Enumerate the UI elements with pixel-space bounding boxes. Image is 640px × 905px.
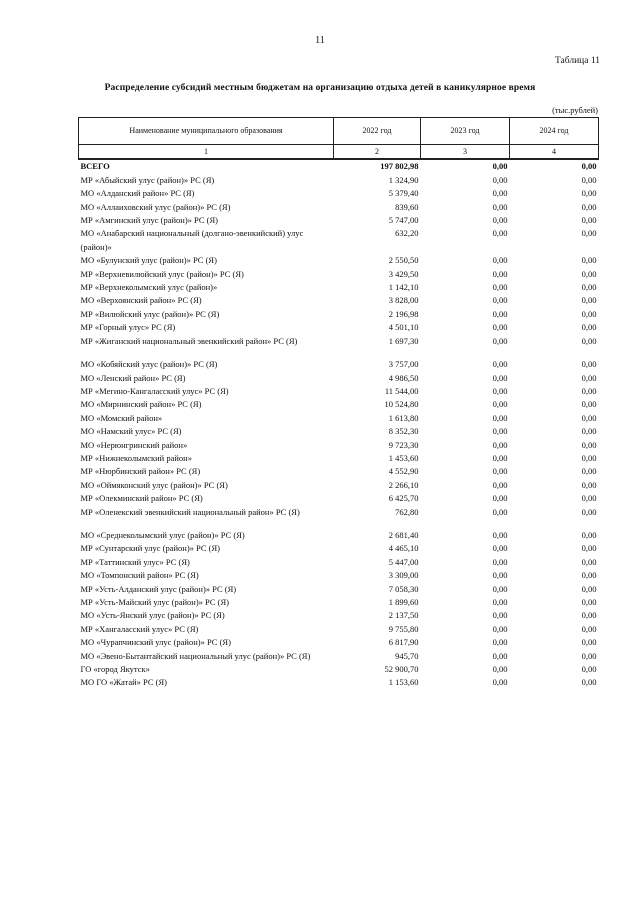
- municipality-name: МО «Булунский улус (район)» РС (Я): [80, 255, 217, 266]
- document-title: Распределение субсидий местным бюджетам на организацию отдыха детей в каникулярное время: [104, 83, 536, 93]
- value-2022: 52 900,70: [384, 664, 419, 675]
- value-2022: 9 755,80: [388, 623, 419, 634]
- value-2024: 0,00: [581, 188, 597, 199]
- value-2023: 0,00: [492, 188, 508, 199]
- value-2023: 0,00: [492, 543, 508, 554]
- table-row: [79, 492, 599, 505]
- value-2022: 7 058,30: [388, 583, 419, 594]
- municipality-name: МР «Мегино-Кангаласский улус» РС (Я): [80, 385, 229, 396]
- value-2022: 1 899,60: [388, 597, 419, 607]
- table-row: [79, 358, 599, 371]
- total-label: ВСЕГО: [80, 161, 110, 172]
- value-2024: 0,00: [581, 228, 597, 239]
- value-2023: 0,00: [492, 637, 508, 648]
- value-2022: 3 757,00: [388, 359, 419, 370]
- municipality-name: МО ГО «Жатай» РС (Я): [80, 677, 167, 688]
- value-2022: 762,80: [395, 506, 419, 517]
- value-2022: 839,60: [395, 201, 419, 212]
- table-row: [79, 452, 599, 465]
- table-row: [79, 385, 599, 398]
- value-2023: 0,00: [492, 335, 508, 346]
- table-row: [79, 268, 599, 281]
- table-row: [79, 425, 599, 438]
- column-number: 3: [421, 145, 510, 160]
- table-row: [79, 556, 599, 569]
- value-2023: 0,00: [492, 664, 508, 675]
- column-number: 4: [510, 145, 599, 160]
- group-spacer: [79, 519, 599, 529]
- municipality-name: МР «Нюрбинский район» РС (Я): [80, 466, 201, 477]
- value-2022: 2 681,40: [388, 529, 419, 540]
- value-2024: 0,00: [581, 322, 597, 333]
- value-2023: 0,00: [492, 597, 508, 607]
- table-row: [79, 609, 599, 622]
- municipality-name: МР «Верхневилюйский улус (район)» РС (Я): [80, 268, 244, 279]
- value-2024: 0,00: [581, 372, 597, 383]
- municipality-name: МО «Оймяконский улус (район)» РС (Я): [80, 479, 228, 490]
- value-2022: 11 544,00: [384, 385, 419, 396]
- table-row: [79, 398, 599, 411]
- table-row: [79, 529, 599, 542]
- table-row: [79, 335, 599, 348]
- table-row: [79, 650, 599, 663]
- value-2023: 0,00: [492, 385, 508, 396]
- value-2022: 9 723,30: [388, 439, 419, 450]
- table-row: [79, 308, 599, 321]
- municipality-name: МО «Верхоянский район» РС (Я): [80, 295, 202, 306]
- header-2022: 2022 год: [334, 118, 421, 145]
- value-2022: 4 465,10: [388, 543, 419, 554]
- value-2022: 2 550,50: [388, 255, 419, 266]
- total-row: [79, 159, 599, 173]
- municipality-name: МР «Нижнеколымский район»: [80, 452, 192, 463]
- value-2024: 0,00: [581, 506, 597, 517]
- value-2022: 1 324,90: [388, 174, 419, 185]
- municipality-name: МР «Амгинский улус (район)» РС (Я): [80, 215, 219, 226]
- municipality-name: МР «Хангаласский улус» РС (Я): [80, 623, 199, 634]
- table-row: [79, 583, 599, 596]
- table-row: [79, 412, 599, 425]
- value-2022: 945,70: [395, 650, 419, 661]
- municipality-name: МО «Усть-Янский улус (район)» РС (Я): [80, 610, 225, 621]
- value-2022: 4 501,10: [388, 322, 419, 333]
- value-2024: 0,00: [581, 452, 597, 463]
- table-row: [79, 676, 599, 689]
- value-2024: 0,00: [581, 399, 597, 410]
- municipality-name: МО «Среднеколымский улус (район)» РС (Я): [80, 529, 245, 540]
- value-2022: 2 266,10: [388, 479, 419, 490]
- header-municipality: Наименование муниципального образования: [79, 118, 334, 145]
- value-2023: 0,00: [492, 228, 508, 239]
- value-2023: 0,00: [492, 650, 508, 661]
- table-row: [79, 623, 599, 636]
- value-2022: 10 524,80: [384, 399, 419, 410]
- table-row: [79, 214, 599, 227]
- total-2024: 0,00: [581, 161, 597, 172]
- value-2022: 8 352,30: [388, 426, 419, 437]
- value-2023: 0,00: [492, 493, 508, 504]
- total-2022: 197 802,98: [380, 161, 419, 172]
- value-2023: 0,00: [492, 201, 508, 212]
- table-row: [79, 227, 599, 254]
- municipality-name: МР «Сунтарский улус (район)» РС (Я): [80, 543, 221, 554]
- table-row: [79, 439, 599, 452]
- municipality-name: МР «Верхнеколымский улус (район)»: [80, 282, 218, 293]
- value-2022: 4 552,90: [388, 466, 419, 477]
- value-2024: 0,00: [581, 583, 597, 594]
- table-row: [79, 506, 599, 519]
- value-2023: 0,00: [492, 556, 508, 567]
- table-row: [79, 465, 599, 478]
- value-2024: 0,00: [581, 529, 597, 540]
- table-row: [79, 294, 599, 307]
- value-2022: 5 747,00: [388, 215, 419, 226]
- value-2022: 1 142,10: [388, 282, 419, 293]
- total-2023: 0,00: [492, 161, 508, 172]
- municipality-name: МО «Анабарский национальный (долгано-эвенкийский) улус (район)»: [80, 228, 304, 252]
- value-2024: 0,00: [581, 359, 597, 370]
- value-2023: 0,00: [492, 426, 508, 437]
- value-2023: 0,00: [492, 466, 508, 477]
- value-2024: 0,00: [581, 664, 597, 675]
- value-2024: 0,00: [581, 385, 597, 396]
- value-2024: 0,00: [581, 412, 597, 423]
- municipality-name: МО «Алданский район» РС (Я): [80, 188, 195, 199]
- column-number: 2: [334, 145, 421, 160]
- value-2024: 0,00: [581, 335, 597, 346]
- municipality-name: МР «Жиганский национальный эвенкийский район» РС (Я): [80, 335, 298, 346]
- value-2023: 0,00: [492, 529, 508, 540]
- municipality-name: МР «Олекминский район» РС (Я): [80, 493, 203, 504]
- group-spacer: [79, 348, 599, 358]
- subsidy-table: [78, 117, 599, 690]
- value-2022: 5 447,00: [388, 556, 419, 567]
- spacer-cell: [79, 348, 599, 358]
- value-2023: 0,00: [492, 439, 508, 450]
- value-2023: 0,00: [492, 412, 508, 423]
- municipality-name: МР «Абыйский улус (район)» РС (Я): [80, 174, 215, 185]
- value-2023: 0,00: [492, 623, 508, 634]
- value-2022: 5 379,40: [388, 188, 419, 199]
- value-2024: 0,00: [581, 426, 597, 437]
- value-2023: 0,00: [492, 322, 508, 333]
- municipality-name: МО «Эвено-Бытантайский национальный улус (район)» РС (Я): [80, 650, 311, 661]
- value-2024: 0,00: [581, 597, 597, 607]
- table-header-row: [79, 118, 599, 145]
- value-2022: 6 817,90: [388, 637, 419, 648]
- value-2024: 0,00: [581, 201, 597, 212]
- value-2022: 3 309,00: [388, 570, 419, 581]
- table-row: [79, 569, 599, 582]
- value-2023: 0,00: [492, 452, 508, 463]
- value-2022: 4 986,50: [388, 372, 419, 383]
- municipality-name: МР «Усть-Алданский улус (район)» РС (Я): [80, 583, 237, 594]
- municipality-name: МО «Ленский район» РС (Я): [80, 372, 186, 383]
- page-number: 11: [315, 35, 325, 46]
- table-row: [79, 201, 599, 214]
- value-2024: 0,00: [581, 215, 597, 226]
- value-2024: 0,00: [581, 637, 597, 648]
- municipality-name: МР «Горный улус» РС (Я): [80, 322, 176, 333]
- spacer-cell: [79, 519, 599, 529]
- municipality-name: МО «Намский улус» РС (Я): [80, 426, 182, 437]
- value-2024: 0,00: [581, 268, 597, 279]
- table-caption: Таблица 11: [554, 56, 600, 66]
- header-2024: 2024 год: [510, 118, 599, 145]
- table-row: [79, 596, 599, 609]
- value-2023: 0,00: [492, 359, 508, 370]
- value-2022: 1 613,80: [388, 412, 419, 423]
- value-2024: 0,00: [581, 308, 597, 319]
- value-2024: 0,00: [581, 610, 597, 621]
- value-2023: 0,00: [492, 506, 508, 517]
- value-2024: 0,00: [581, 556, 597, 567]
- value-2023: 0,00: [492, 583, 508, 594]
- municipality-name: МО «Аллаиховский улус (район)» РС (Я): [80, 201, 231, 212]
- value-2023: 0,00: [492, 570, 508, 581]
- value-2024: 0,00: [581, 677, 597, 688]
- value-2023: 0,00: [492, 295, 508, 306]
- table-row: [79, 479, 599, 492]
- value-2023: 0,00: [492, 479, 508, 490]
- value-2024: 0,00: [581, 543, 597, 554]
- table-row: [79, 321, 599, 334]
- value-2024: 0,00: [581, 282, 597, 293]
- value-2023: 0,00: [492, 308, 508, 319]
- value-2024: 0,00: [581, 255, 597, 266]
- table-row: [79, 281, 599, 294]
- value-2024: 0,00: [581, 439, 597, 450]
- table-row: [79, 663, 599, 676]
- table-row: [79, 542, 599, 555]
- value-2024: 0,00: [581, 650, 597, 661]
- municipality-name: МР «Оленекский эвенкийский национальный район» РС (Я): [80, 506, 300, 517]
- value-2024: 0,00: [581, 466, 597, 477]
- value-2022: 3 828,00: [388, 295, 419, 306]
- value-2022: 1 453,60: [388, 452, 419, 463]
- value-2023: 0,00: [492, 372, 508, 383]
- value-2023: 0,00: [492, 255, 508, 266]
- unit-note: (тыс.рублей): [552, 105, 598, 115]
- table-row: [79, 187, 599, 200]
- municipality-name: МО «Момский район»: [80, 412, 163, 423]
- table-body: [79, 159, 599, 689]
- table-row: [79, 174, 599, 187]
- value-2024: 0,00: [581, 295, 597, 306]
- value-2022: 1 697,30: [388, 335, 419, 346]
- value-2023: 0,00: [492, 215, 508, 226]
- value-2023: 0,00: [492, 268, 508, 279]
- value-2022: 6 425,70: [388, 493, 419, 504]
- value-2022: 632,20: [395, 228, 419, 239]
- value-2024: 0,00: [581, 174, 597, 185]
- value-2023: 0,00: [492, 677, 508, 688]
- table-row: [79, 372, 599, 385]
- value-2024: 0,00: [581, 493, 597, 504]
- value-2022: 1 153,60: [388, 677, 419, 688]
- value-2024: 0,00: [581, 570, 597, 581]
- municipality-name: МР «Таттинский улус» РС (Я): [80, 556, 190, 567]
- table-row: [79, 254, 599, 267]
- value-2024: 0,00: [581, 623, 597, 634]
- value-2024: 0,00: [581, 479, 597, 490]
- table-row: [79, 636, 599, 649]
- value-2022: 2 196,98: [388, 308, 419, 319]
- municipality-name: МО «Нерюнгринский район»: [80, 439, 188, 450]
- municipality-name: МО «Чурапчинский улус (район)» РС (Я): [80, 637, 231, 648]
- value-2022: 2 137,50: [388, 610, 419, 621]
- value-2023: 0,00: [492, 282, 508, 293]
- municipality-name: МР «Вилюйский улус (район)» РС (Я): [80, 308, 220, 319]
- municipality-name: МО «Кобяйский улус (район)» РС (Я): [80, 359, 218, 370]
- municipality-name: МО «Томпонский район» РС (Я): [80, 570, 199, 581]
- value-2023: 0,00: [492, 610, 508, 621]
- value-2023: 0,00: [492, 399, 508, 410]
- value-2022: 3 429,50: [388, 268, 419, 279]
- municipality-name: МО «Мирнинский район» РС (Я): [80, 399, 202, 410]
- header-2023: 2023 год: [421, 118, 510, 145]
- value-2023: 0,00: [492, 174, 508, 185]
- municipality-name: ГО «город Якутск»: [80, 664, 150, 675]
- municipality-name: МР «Усть-Майский улус (район)» РС (Я): [80, 597, 229, 607]
- column-number: 1: [79, 145, 334, 160]
- column-number-row: [79, 145, 599, 160]
